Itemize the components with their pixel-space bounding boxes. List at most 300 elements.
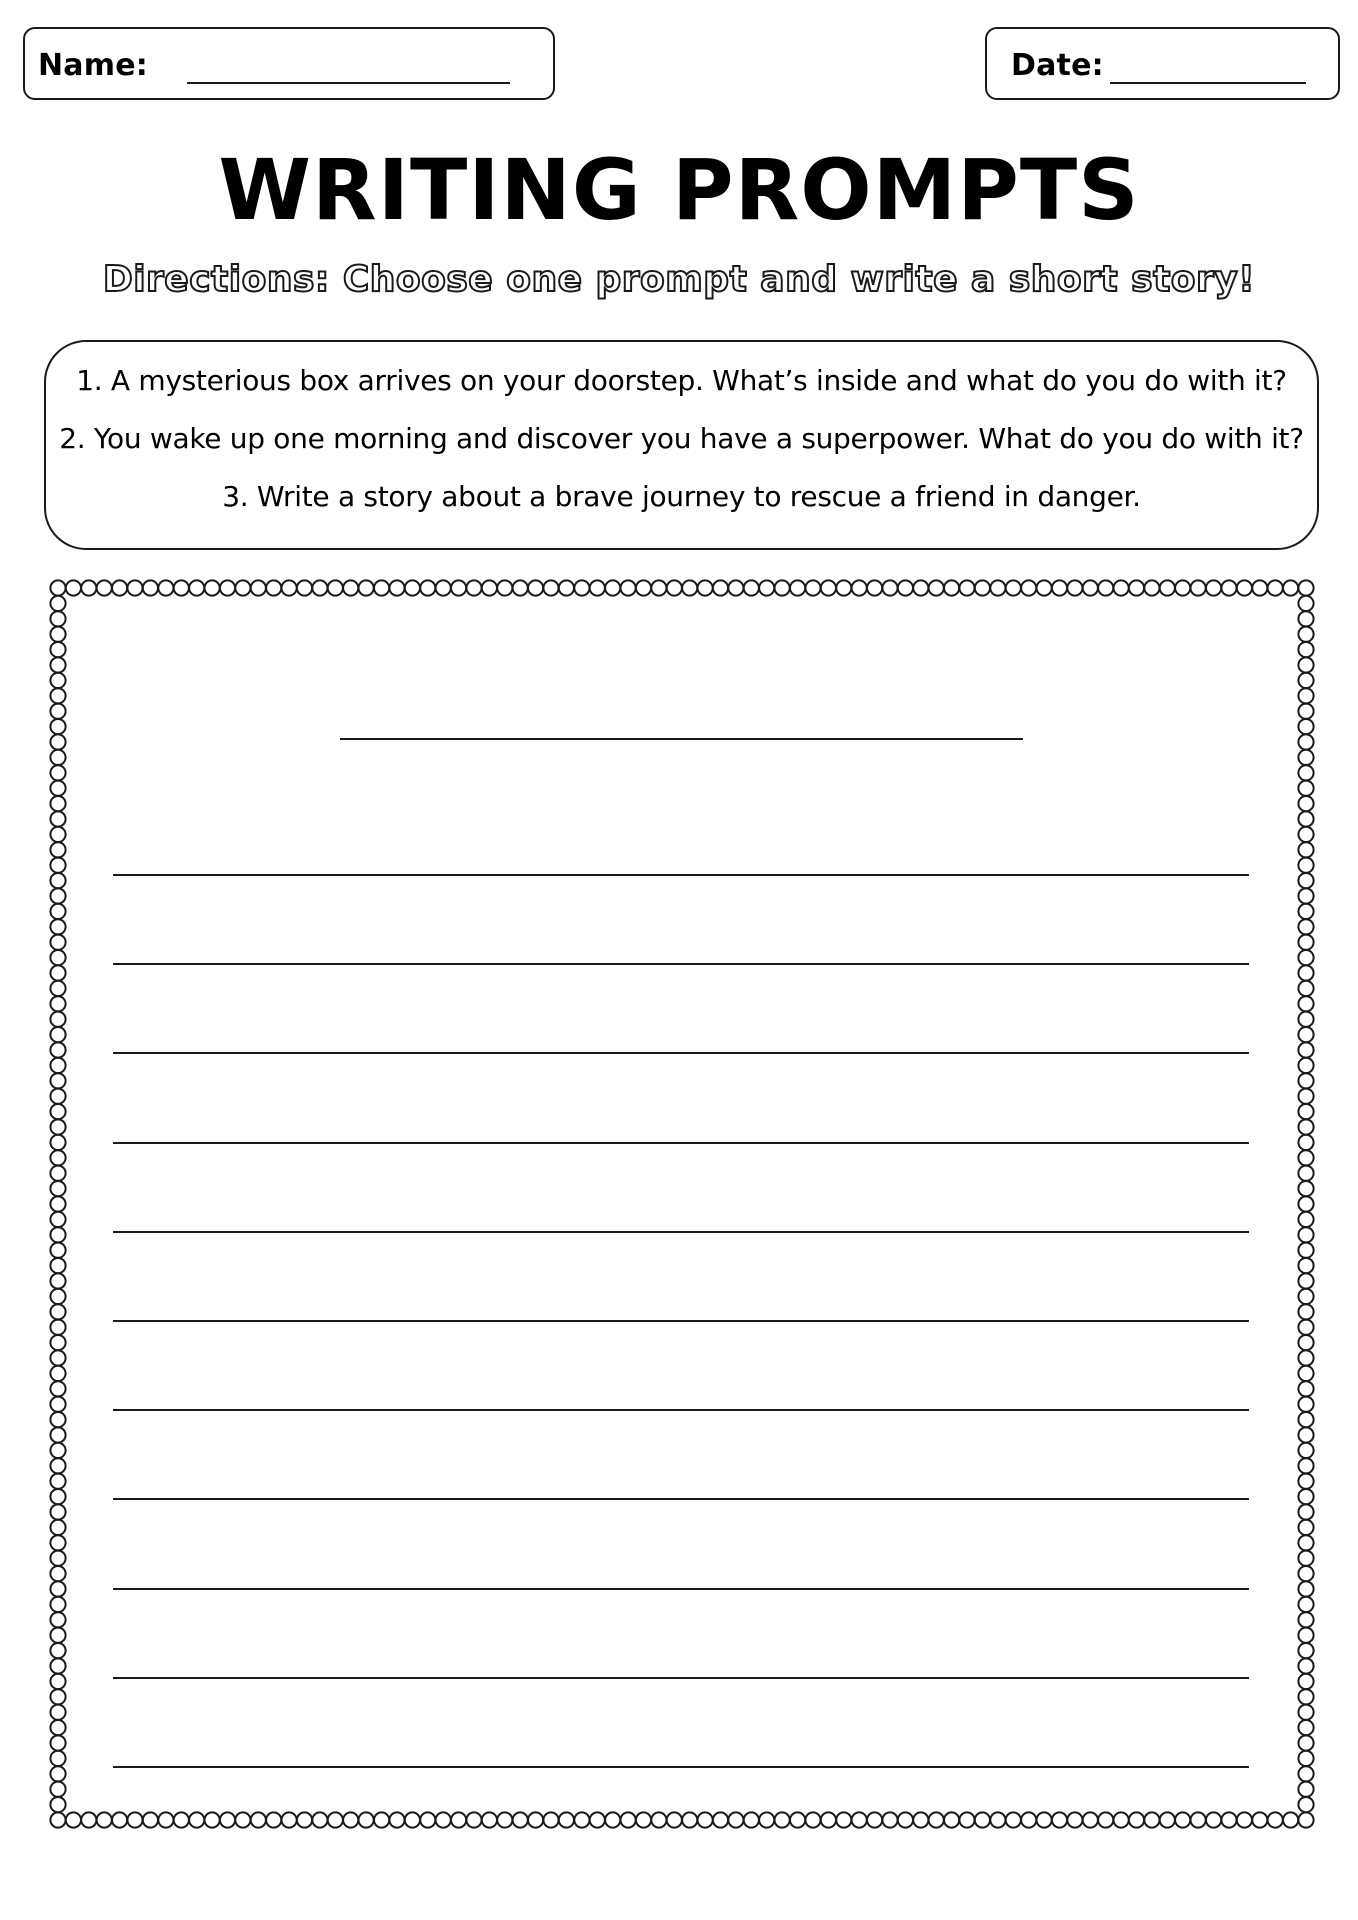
prompt-item-3: 3. Write a story about a brave journey to rescue a friend in danger. (222, 480, 1141, 513)
border-circle (1298, 1612, 1313, 1627)
border-circle (1160, 580, 1175, 595)
border-circle (1298, 1735, 1313, 1750)
writing-line[interactable] (113, 1677, 1249, 1679)
border-circle (713, 580, 728, 595)
border-circle (50, 1135, 65, 1150)
border-circle (1298, 1427, 1313, 1442)
border-circle (50, 1735, 65, 1750)
border-circle (328, 1812, 343, 1827)
border-circle (1298, 611, 1313, 626)
border-circle (220, 1812, 235, 1827)
border-circle (205, 580, 220, 595)
border-circle (913, 1812, 928, 1827)
border-circle (929, 580, 944, 595)
border-circle (1006, 1812, 1021, 1827)
border-circle (50, 673, 65, 688)
border-circle (482, 1812, 497, 1827)
border-circle (127, 1812, 142, 1827)
border-circle (1298, 1674, 1313, 1689)
border-circle (374, 580, 389, 595)
border-circle (50, 1658, 65, 1673)
border-circle (1298, 1027, 1313, 1042)
border-circle (1268, 580, 1283, 595)
border-circle (1298, 919, 1313, 934)
border-circle (1298, 1320, 1313, 1335)
border-circle (97, 580, 112, 595)
writing-line[interactable] (113, 1409, 1249, 1411)
border-circle (1298, 1104, 1313, 1119)
border-circle (50, 765, 65, 780)
border-circle (158, 580, 173, 595)
border-circle (436, 580, 451, 595)
border-circle (1298, 1289, 1313, 1304)
border-circle (50, 1258, 65, 1273)
border-circle (50, 627, 65, 642)
border-circle (1191, 580, 1206, 595)
border-circle (50, 1227, 65, 1242)
border-circle (266, 1812, 281, 1827)
border-circle (220, 580, 235, 595)
border-circle (359, 1812, 374, 1827)
border-circle (50, 1689, 65, 1704)
writing-line[interactable] (113, 1142, 1249, 1144)
border-circle (590, 1812, 605, 1827)
border-circle (1298, 1042, 1313, 1057)
writing-line[interactable] (113, 1498, 1249, 1500)
border-circle (174, 580, 189, 595)
border-circle (282, 580, 297, 595)
border-circle (1175, 1812, 1190, 1827)
border-circle (1144, 1812, 1159, 1827)
border-circle (1298, 1658, 1313, 1673)
border-circle (1298, 734, 1313, 749)
border-circle (1283, 1812, 1298, 1827)
border-circle (50, 1812, 65, 1827)
border-circle (50, 996, 65, 1011)
border-circle (1298, 981, 1313, 996)
border-circle (728, 1812, 743, 1827)
prompt-list-box (44, 340, 1319, 550)
border-circle (1298, 965, 1313, 980)
border-circle (50, 888, 65, 903)
border-circle (50, 1612, 65, 1627)
border-circle (898, 1812, 913, 1827)
border-circle (867, 1812, 882, 1827)
border-circle (50, 750, 65, 765)
border-circle (1298, 1212, 1313, 1227)
border-circle (143, 580, 158, 595)
border-circle (1083, 1812, 1098, 1827)
writing-line[interactable] (113, 1766, 1249, 1768)
border-circle (50, 1504, 65, 1519)
border-circle (1298, 1366, 1313, 1381)
border-circle (1298, 1520, 1313, 1535)
border-circle (1298, 1304, 1313, 1319)
scalloped-border (48, 578, 1316, 1830)
border-circle (959, 1812, 974, 1827)
date-input-line[interactable] (1110, 82, 1306, 84)
border-circle (205, 1812, 220, 1827)
border-circle (50, 873, 65, 888)
border-circle (1298, 1350, 1313, 1365)
border-circle (744, 1812, 759, 1827)
border-circle (1298, 750, 1313, 765)
border-circle (790, 580, 805, 595)
border-circle (1298, 1597, 1313, 1612)
border-circle (50, 950, 65, 965)
writing-line[interactable] (113, 1231, 1249, 1233)
border-circle (312, 1812, 327, 1827)
border-circle (1298, 1135, 1313, 1150)
border-circle (1098, 580, 1113, 595)
border-circle (50, 904, 65, 919)
border-circle (50, 719, 65, 734)
date-label: Date: (1011, 48, 1104, 83)
border-circle (1298, 1551, 1313, 1566)
border-circle (836, 580, 851, 595)
border-circle (1298, 827, 1313, 842)
prompt-item-2: 2. You wake up one morning and discover you have a superpower. What do you do with it? (59, 422, 1304, 455)
border-circle (775, 580, 790, 595)
border-circle (1298, 1705, 1313, 1720)
border-circle (513, 580, 528, 595)
border-circle (81, 580, 96, 595)
border-circle (1298, 1073, 1313, 1088)
border-circle (821, 580, 836, 595)
border-circle (682, 580, 697, 595)
border-circle (1298, 1412, 1313, 1427)
border-circle (1237, 1812, 1252, 1827)
border-circle (50, 781, 65, 796)
border-circle (50, 1412, 65, 1427)
border-circle (50, 1273, 65, 1288)
border-circle (312, 580, 327, 595)
border-circle (574, 1812, 589, 1827)
border-circle (1298, 1720, 1313, 1735)
border-circle (1298, 1535, 1313, 1550)
border-circle (1021, 580, 1036, 595)
border-circle (420, 580, 435, 595)
border-circle (1298, 719, 1313, 734)
border-circle (1298, 765, 1313, 780)
border-circle (667, 1812, 682, 1827)
name-input-line[interactable] (187, 82, 510, 84)
border-circle (805, 1812, 820, 1827)
border-circle (929, 1812, 944, 1827)
border-circle (621, 1812, 636, 1827)
border-circle (1298, 704, 1313, 719)
border-circle (1298, 1166, 1313, 1181)
border-circle (50, 1073, 65, 1088)
border-circle (50, 1597, 65, 1612)
border-circle (1298, 1504, 1313, 1519)
border-circle (359, 580, 374, 595)
border-circle (297, 1812, 312, 1827)
writing-line[interactable] (113, 1320, 1249, 1322)
border-circle (50, 1012, 65, 1027)
writing-line[interactable] (113, 874, 1249, 876)
border-circle (50, 919, 65, 934)
directions-text: Directions: Choose one prompt and write a short story! (102, 259, 1256, 300)
border-circle (728, 580, 743, 595)
border-circle (975, 1812, 990, 1827)
border-circle (50, 1042, 65, 1057)
border-circle (1298, 1058, 1313, 1073)
border-circle (559, 1812, 574, 1827)
border-circle (1206, 580, 1221, 595)
border-circle (1268, 1812, 1283, 1827)
border-circle (1037, 580, 1052, 595)
border-circle (50, 1766, 65, 1781)
date-field-box (985, 27, 1340, 100)
border-circle (1067, 580, 1082, 595)
border-circle (50, 1104, 65, 1119)
border-circle (1114, 1812, 1129, 1827)
border-circle (1037, 1812, 1052, 1827)
border-circle (698, 1812, 713, 1827)
writing-area[interactable] (48, 578, 1316, 1830)
border-circle (821, 1812, 836, 1827)
border-circle (651, 1812, 666, 1827)
border-circle (944, 1812, 959, 1827)
border-circle (50, 1089, 65, 1104)
border-circle (50, 596, 65, 611)
border-circle (1175, 580, 1190, 595)
border-circle (328, 580, 343, 595)
border-circle (1298, 657, 1313, 672)
border-circle (451, 1812, 466, 1827)
border-circle (605, 1812, 620, 1827)
border-circle (50, 1366, 65, 1381)
border-circle (251, 580, 266, 595)
border-circle (1298, 950, 1313, 965)
border-circle (1298, 1181, 1313, 1196)
border-circle (50, 1489, 65, 1504)
border-circle (1129, 1812, 1144, 1827)
border-circle (605, 580, 620, 595)
writing-line[interactable] (113, 963, 1249, 965)
border-circle (50, 657, 65, 672)
border-circle (66, 580, 81, 595)
border-circle (1052, 1812, 1067, 1827)
border-circle (744, 580, 759, 595)
border-circle (944, 580, 959, 595)
border-circle (143, 1812, 158, 1827)
border-circle (189, 580, 204, 595)
border-circle (97, 1812, 112, 1827)
border-circle (990, 1812, 1005, 1827)
border-circle (282, 1812, 297, 1827)
border-circle (50, 1443, 65, 1458)
border-circle (50, 811, 65, 826)
story-title-line[interactable] (340, 738, 1023, 740)
border-circle (790, 1812, 805, 1827)
border-circle (50, 1150, 65, 1165)
border-circle (1252, 580, 1267, 595)
border-circle (1298, 935, 1313, 950)
border-circle (251, 1812, 266, 1827)
border-circle (1237, 580, 1252, 595)
border-circle (112, 1812, 127, 1827)
border-circle (50, 965, 65, 980)
border-circle (1283, 580, 1298, 595)
border-circle (50, 1397, 65, 1412)
border-circle (1006, 580, 1021, 595)
border-circle (1298, 904, 1313, 919)
border-circle (513, 1812, 528, 1827)
border-circle (405, 580, 420, 595)
border-circle (867, 580, 882, 595)
border-circle (50, 1797, 65, 1812)
border-circle (436, 1812, 451, 1827)
border-circle (1298, 642, 1313, 657)
border-circle (759, 1812, 774, 1827)
border-circle (497, 580, 512, 595)
border-circle (1298, 1381, 1313, 1396)
border-circle (852, 580, 867, 595)
border-circle (1067, 1812, 1082, 1827)
border-circle (1298, 1812, 1313, 1827)
border-circle (81, 1812, 96, 1827)
border-circle (1298, 1227, 1313, 1242)
border-circle (882, 1812, 897, 1827)
border-circle (50, 1350, 65, 1365)
border-circle (174, 1812, 189, 1827)
border-circle (1098, 1812, 1113, 1827)
border-circle (50, 1643, 65, 1658)
border-circle (50, 1335, 65, 1350)
border-circle (127, 580, 142, 595)
border-circle (50, 1320, 65, 1335)
border-circle (667, 580, 682, 595)
border-circle (1191, 1812, 1206, 1827)
border-circle (189, 1812, 204, 1827)
border-circle (50, 704, 65, 719)
border-circle (50, 1705, 65, 1720)
name-field-box (23, 27, 555, 100)
border-circle (50, 796, 65, 811)
border-circle (482, 580, 497, 595)
border-circle (543, 580, 558, 595)
border-circle (1298, 1566, 1313, 1581)
border-circle (559, 580, 574, 595)
border-circle (1298, 1150, 1313, 1165)
border-circle (1298, 1443, 1313, 1458)
border-circle (1298, 688, 1313, 703)
border-circle (1160, 1812, 1175, 1827)
border-circle (50, 688, 65, 703)
border-circle (651, 580, 666, 595)
border-circle (50, 1212, 65, 1227)
border-circle (698, 580, 713, 595)
border-circle (1298, 596, 1313, 611)
border-circle (50, 1535, 65, 1550)
border-circle (1298, 1766, 1313, 1781)
border-circle (50, 1581, 65, 1596)
border-circle (1298, 1273, 1313, 1288)
border-circle (1298, 1643, 1313, 1658)
border-circle (235, 580, 250, 595)
border-circle (759, 580, 774, 595)
border-circle (451, 580, 466, 595)
border-circle (266, 580, 281, 595)
border-circle (1298, 858, 1313, 873)
border-circle (1298, 1797, 1313, 1812)
border-circle (50, 1474, 65, 1489)
border-circle (528, 1812, 543, 1827)
border-circle (50, 642, 65, 657)
border-circle (50, 1196, 65, 1211)
page-title: WRITING PROMPTS (218, 141, 1140, 239)
border-circle (343, 1812, 358, 1827)
border-circle (1298, 1089, 1313, 1104)
writing-line[interactable] (113, 1052, 1249, 1054)
name-label: Name: (38, 48, 148, 83)
border-circle (805, 580, 820, 595)
border-circle (158, 1812, 173, 1827)
border-circle (913, 580, 928, 595)
border-circle (852, 1812, 867, 1827)
border-circle (374, 1812, 389, 1827)
border-circle (1252, 1812, 1267, 1827)
border-circle (1298, 673, 1313, 688)
border-circle (50, 935, 65, 950)
border-circle (343, 580, 358, 595)
border-circle (50, 1458, 65, 1473)
border-circle (682, 1812, 697, 1827)
border-circle (636, 580, 651, 595)
border-circle (1298, 580, 1313, 595)
border-circle (543, 1812, 558, 1827)
writing-line[interactable] (113, 1588, 1249, 1590)
border-circle (50, 1782, 65, 1797)
border-circle (405, 1812, 420, 1827)
border-circle (574, 580, 589, 595)
border-circle (1114, 580, 1129, 595)
border-circle (975, 580, 990, 595)
border-circle (1052, 580, 1067, 595)
border-circle (1298, 1119, 1313, 1134)
border-circle (1298, 1258, 1313, 1273)
border-circle (466, 580, 481, 595)
border-circle (50, 1674, 65, 1689)
border-circle (50, 1520, 65, 1535)
border-circle (50, 611, 65, 626)
border-circle (50, 1551, 65, 1566)
border-circle (1298, 811, 1313, 826)
border-circle (1298, 1243, 1313, 1258)
border-circle (235, 1812, 250, 1827)
border-circle (1298, 1782, 1313, 1797)
border-circle (389, 1812, 404, 1827)
border-circle (1144, 580, 1159, 595)
border-circle (882, 580, 897, 595)
border-circle (1298, 888, 1313, 903)
border-circle (898, 580, 913, 595)
border-circle (50, 1566, 65, 1581)
border-circle (1021, 1812, 1036, 1827)
border-circle (50, 1166, 65, 1181)
border-circle (50, 1119, 65, 1134)
border-circle (50, 1289, 65, 1304)
border-circle (1298, 1474, 1313, 1489)
border-circle (466, 1812, 481, 1827)
border-circle (1221, 1812, 1236, 1827)
border-circle (621, 580, 636, 595)
border-circle (50, 981, 65, 996)
border-circle (1298, 873, 1313, 888)
border-circle (1298, 1689, 1313, 1704)
